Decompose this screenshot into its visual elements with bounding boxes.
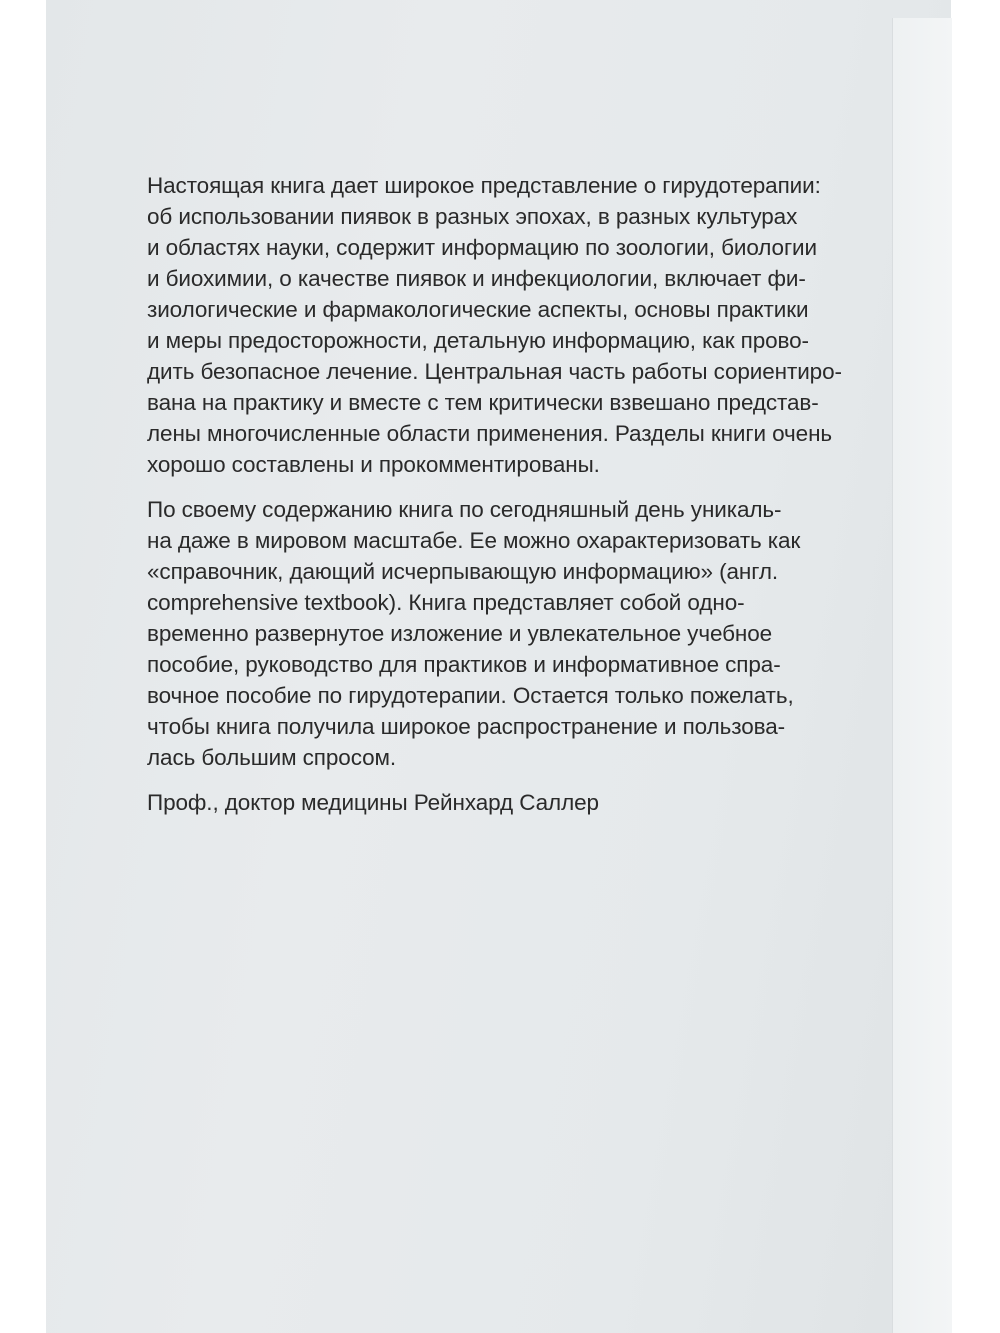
author-signature: Проф., доктор медицины Рейнхард Саллер bbox=[147, 790, 599, 815]
text-line: По своему содержанию книга по сегодняшный день уникаль- bbox=[147, 497, 782, 522]
text-line: хорошо составлены и прокомментированы. bbox=[147, 452, 600, 477]
text-line: дить безопасное лечение. Центральная часть работы сориентиро- bbox=[147, 359, 842, 384]
text-line: и биохимии, о качестве пиявок и инфекциологии, включает фи- bbox=[147, 266, 806, 291]
text-line: «справочник, дающий исчерпывающую информацию» (англ. bbox=[147, 559, 779, 584]
text-line: и меры предосторожности, детальную информацию, как прово- bbox=[147, 328, 809, 353]
book-cover-edge bbox=[892, 18, 952, 1333]
text-line: об использовании пиявок в разных эпохах, в разных культурах bbox=[147, 204, 798, 229]
paragraph-1 bbox=[147, 170, 867, 480]
text-line: зиологические и фармакологические аспекты, основы практики bbox=[147, 297, 809, 322]
text-line: вана на практику и вместе с тем критически взвешано представ- bbox=[147, 390, 819, 415]
text-line: временно развернутое изложение и увлекательное учебное bbox=[147, 621, 773, 646]
text-line: на даже в мировом масштабе. Ее можно охарактеризовать как bbox=[147, 528, 801, 553]
text-line: и областях науки, содержит информацию по зоологии, биологии bbox=[147, 235, 817, 260]
annotation-text bbox=[147, 170, 867, 818]
text-line: пособие, руководство для практиков и информативное спра- bbox=[147, 652, 781, 677]
paragraph-2 bbox=[147, 494, 867, 773]
text-line: чтобы книга получила широкое распространение и пользова- bbox=[147, 714, 786, 739]
text-line: лась большим спросом. bbox=[147, 745, 397, 770]
text-line: Настоящая книга дает широкое представление о гирудотерапии: bbox=[147, 173, 821, 198]
text-line: вочное пособие по гирудотерапии. Остается только пожелать, bbox=[147, 683, 794, 708]
text-line: comprehensive textbook). Книга представляет собой одно- bbox=[147, 590, 745, 615]
text-line: лены многочисленные области применения. Разделы книги очень bbox=[147, 421, 833, 446]
